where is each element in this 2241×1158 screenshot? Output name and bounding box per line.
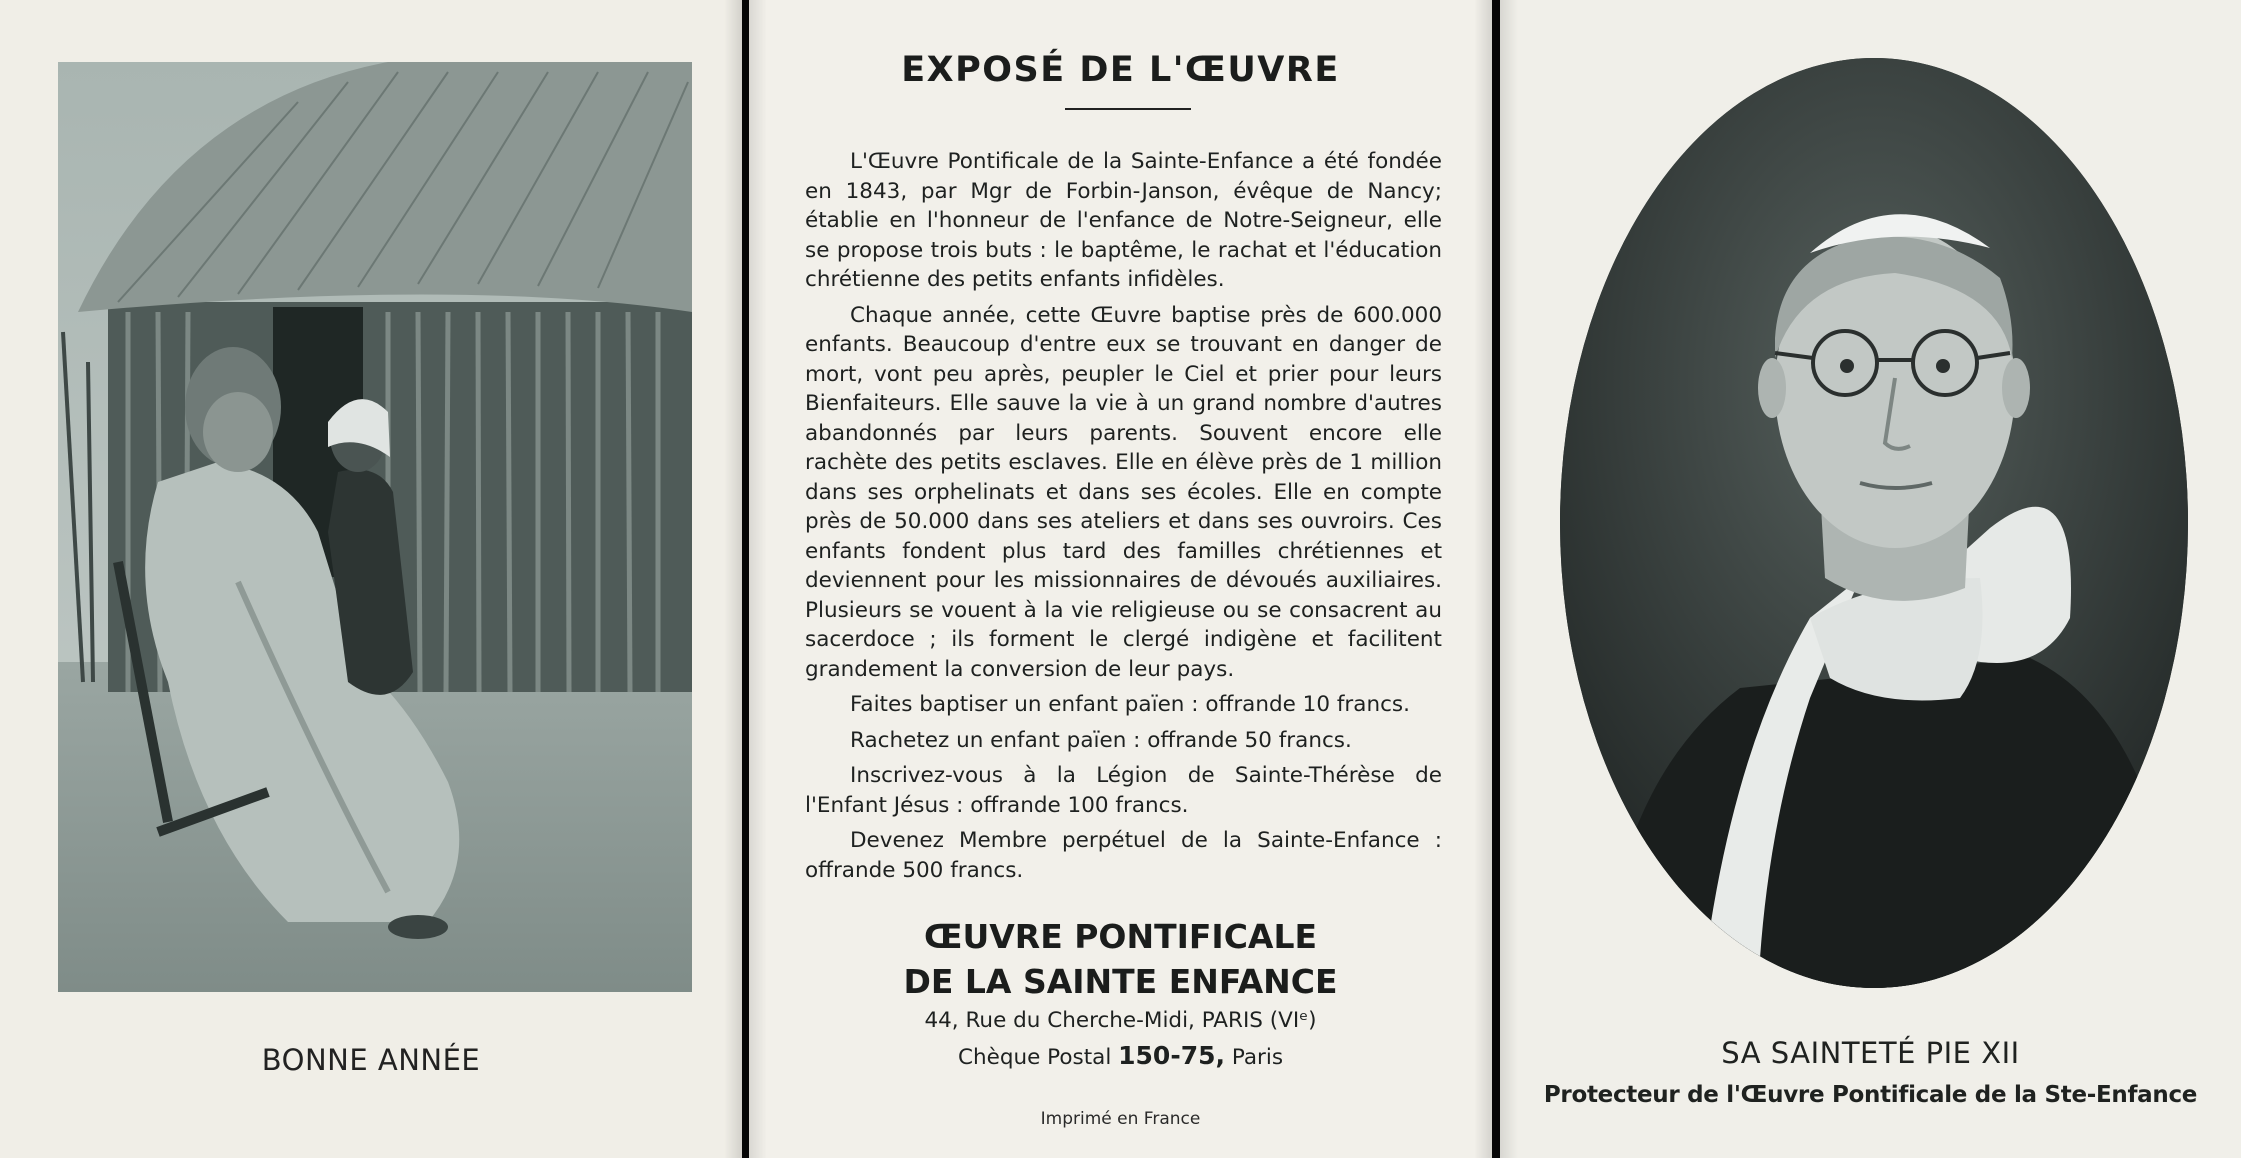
printed-in-france: Imprimé en France [1040,1109,1201,1129]
cheque-number: 150-75, [1118,1041,1225,1070]
cheque-city: Paris [1231,1045,1284,1070]
organization-name [749,914,1492,1004]
offer-ransom: Rachetez un enfant païen : offrande 50 francs. [850,727,1352,753]
org-name-line2: DE LA SAINTE ENFANCE [903,962,1338,1001]
org-name-line1: ŒUVRE PONTIFICALE [923,917,1318,956]
right-panel [1500,0,2241,1158]
postal-cheque [749,1038,1492,1075]
paragraph-works: Chaque année, cette Œuvre baptise près de 600.000 enfants. Beaucoup d'entre eux se trouvant en danger de mort, vont peu après, peupler le Ciel et prier pour leurs Bienfaiteurs. Elle sauve la vie à un grand nombre d'autres abandonnés par leurs parents. Souvent encore elle rachète des petits esclaves. Elle en élève près de 1 million dans ses orphelinats et dans ses écoles. Elle en compte près de 50.000 dans ses ateliers et dans ses ouvroirs. Ces enfants fondent plus tard des familles chrétiennes et deviennent pour les missionnaires de dévoués auxiliaires. Plusieurs se vouent à la vie religieuse ou se consacrent au sacerdoce ; ils forment le clergé indigène et facilitent grandement la conversion de leur pays. [805,302,1442,682]
caption-bonne-annee: BONNE ANNÉE [261,1043,481,1077]
street-address: 44, Rue du Cherche-Midi, PARIS (VIᵉ) [924,1008,1317,1033]
offer-perpetual-member: Devenez Membre perpétuel de la Sainte-Enfance : offrande 500 francs. [805,828,1442,883]
paragraph-history: L'Œuvre Pontificale de la Sainte-Enfance a été fondée en 1843, par Mgr de Forbin-Janson, évêque de Nancy; établie en l'honneur de l'enfance de Notre-Seigneur, elle se propose trois buts : le baptême, le rachat et l'éducation chrétienne des petits enfants infidèles. [805,149,1442,292]
middle-panel [749,0,1492,1158]
left-panel [0,0,742,1158]
caption-pope-role: Protecteur de l'Œuvre Pontificale de la Ste-Enfance [1543,1082,2198,1108]
offer-legion: Inscrivez-vous à la Légion de Sainte-Thérèse de l'Enfant Jésus : offrande 100 francs. [805,763,1442,818]
missionary-hut-photo [58,62,692,992]
address-block [749,1003,1492,1075]
caption-pope-name: SA SAINTETÉ PIE XII [1721,1036,2020,1070]
title-divider [1065,108,1191,110]
cheque-prefix: Chèque Postal [957,1045,1112,1070]
page-title: EXPOSÉ DE L'ŒUVRE [901,50,1340,90]
body-text [805,147,1442,891]
pope-portrait [1560,58,2188,988]
offer-baptize: Faites baptiser un enfant païen : offrande 10 francs. [850,692,1410,717]
